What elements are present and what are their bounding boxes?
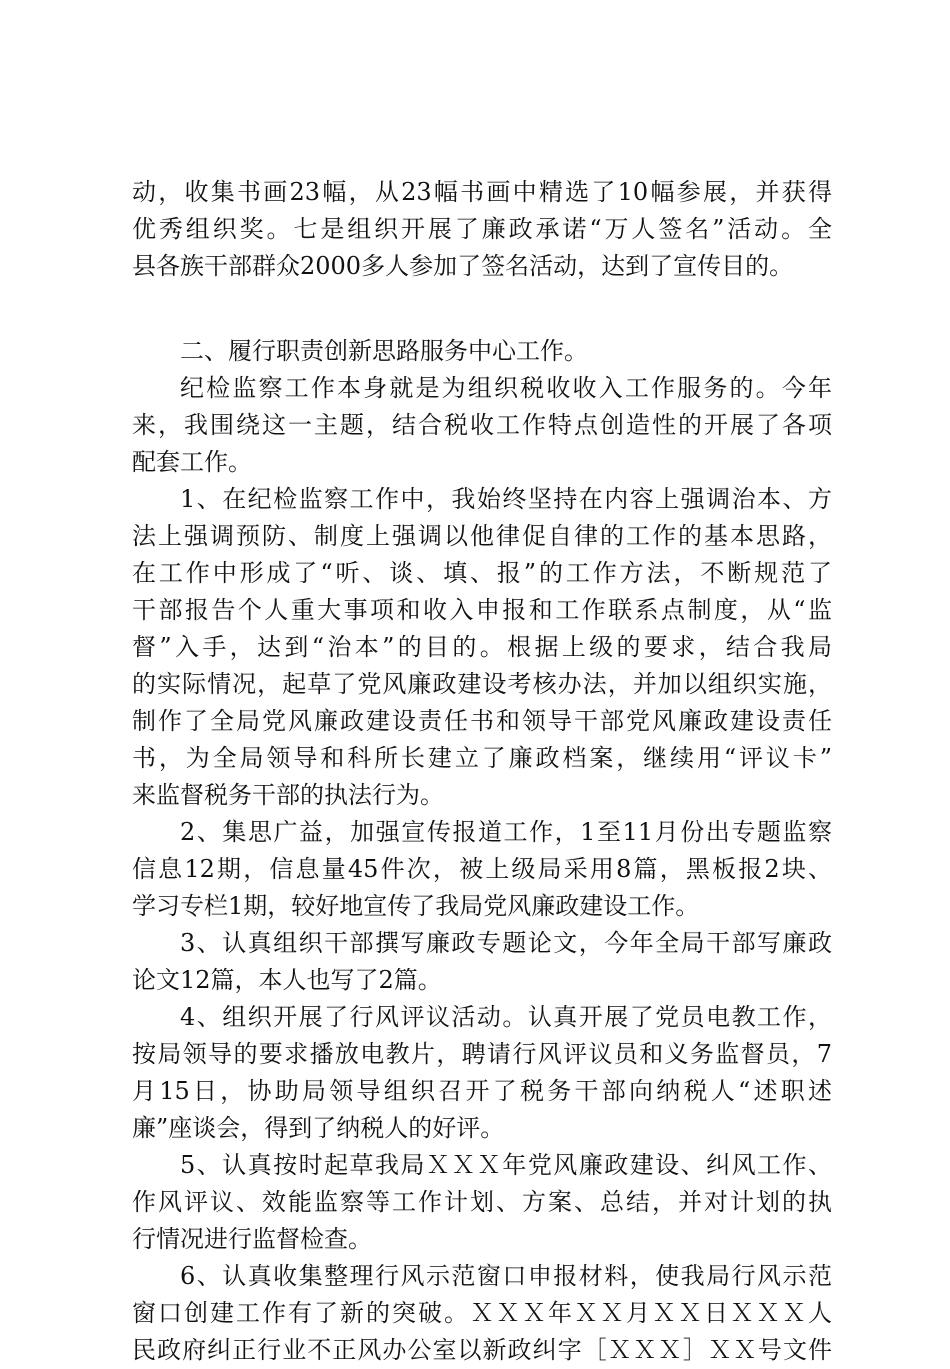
text-line: 信息12期，信息量45件次，被上级局采用8篇，黑板报2块、 [132, 855, 832, 883]
text-line: 月15日，协助局领导组织召开了税务干部向纳税人“述职述 [132, 1077, 832, 1105]
text-line: 法上强调预防、制度上强调以他律促自律的工作的基本思路， [132, 522, 832, 550]
list-item-1 [132, 481, 832, 814]
text-line: 6、认真收集整理行风示范窗口申报材料，使我局行风示范 [180, 1262, 832, 1290]
text-line: 配套工作。 [132, 448, 252, 476]
text-line: 优秀组织奖。七是组织开展了廉政承诺“万人签名”活动。全 [132, 215, 832, 243]
text-line: 书，为全局领导和科所长建立了廉政档案，继续用“评议卡” [132, 744, 832, 772]
section-intro-paragraph [132, 370, 832, 481]
list-item-3 [132, 925, 832, 999]
text-line: 作风评议、效能监察等工作计划、方案、总结，并对计划的执 [132, 1188, 832, 1216]
list-item-5 [132, 1147, 832, 1258]
text-line: 来，我围绕这一主题，结合税收工作特点创造性的开展了各项 [132, 411, 832, 439]
text-line: 动，收集书画23幅，从23幅书画中精选了10幅参展，并获得 [132, 178, 832, 206]
text-line: 廉”座谈会，得到了纳税人的好评。 [132, 1114, 505, 1142]
text-line: 的实际情况，起草了党风廉政建设考核办法，并加以组织实施， [132, 670, 832, 698]
text-line: 3、认真组织干部撰写廉政专题论文，今年全局干部写廉政 [180, 929, 832, 957]
text-line: 论文12篇，本人也写了2篇。 [132, 966, 442, 994]
section-heading: 二、履行职责创新思路服务中心工作。 [180, 337, 588, 365]
text-line: 民政府纠正行业不正风办公室以新政纠字［ＸＸＸ］ＸＸ号文件 [132, 1336, 832, 1364]
text-line: 2、集思广益，加强宣传报道工作，1至11月份出专题监察 [180, 818, 832, 846]
text-line: 5、认真按时起草我局ＸＸＸ年党风廉政建设、纠风工作、 [180, 1151, 832, 1179]
list-item-6 [132, 1258, 832, 1369]
text-line: 4、组织开展了行风评议活动。认真开展了党员电教工作， [180, 1003, 832, 1031]
text-line: 县各族干部群众2000多人参加了签名活动，达到了宣传目的。 [132, 252, 794, 280]
text-line: 学习专栏1期，较好地宣传了我局党风廉政建设工作。 [132, 892, 700, 920]
text-line: 窗口创建工作有了新的突破。ＸＸＸ年ＸＸ月ＸＸ日ＸＸＸ人 [132, 1299, 832, 1327]
text-line: 纪检监察工作本身就是为组织税收收入工作服务的。今年 [180, 374, 832, 402]
intro-paragraph [132, 174, 832, 285]
text-line: 在工作中形成了“听、谈、填、报”的工作方法，不断规范了 [132, 559, 832, 587]
text-line: 1、在纪检监察工作中，我始终坚持在内容上强调治本、方 [180, 485, 832, 513]
text-line: 行情况进行监督检查。 [132, 1225, 372, 1253]
paragraph-gap [132, 285, 832, 333]
text-line: 来监督税务干部的执法行为。 [132, 781, 444, 809]
document-body [132, 174, 832, 1369]
text-line: 督”入手，达到“治本”的目的。根据上级的要求，结合我局 [132, 633, 832, 661]
text-line: 干部报告个人重大事项和收入申报和工作联系点制度，从“监 [132, 596, 832, 624]
list-item-2 [132, 814, 832, 925]
text-line: 按局领导的要求播放电教片，聘请行风评议员和义务监督员，7 [132, 1040, 832, 1068]
text-line: 制作了全局党风廉政建设责任书和领导干部党风廉政建设责任 [132, 707, 832, 735]
list-item-4 [132, 999, 832, 1147]
